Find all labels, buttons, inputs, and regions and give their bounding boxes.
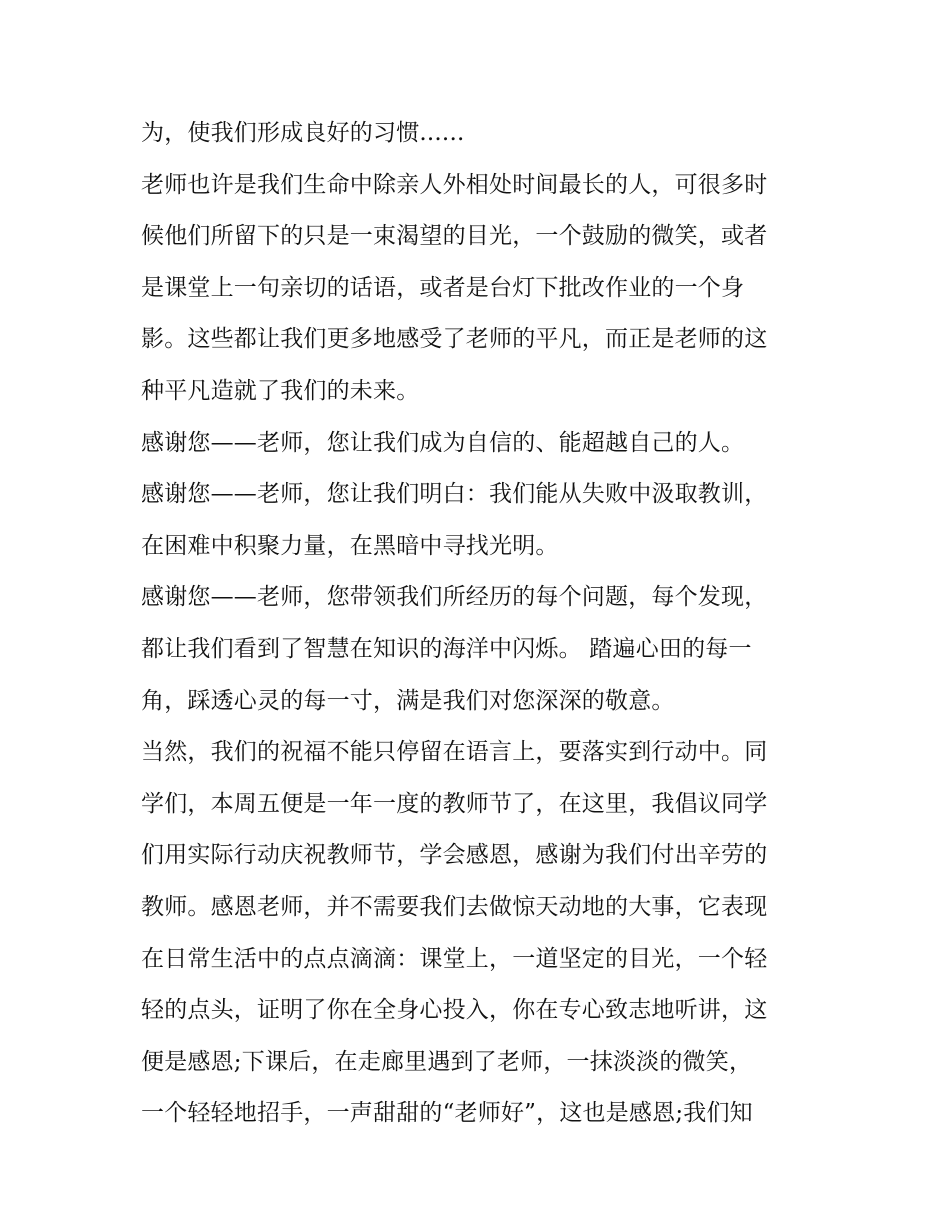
text-line: 感谢您——老师，您让我们成为自信的、能超越自己的人。 [141,429,745,456]
document-text-body [141,108,831,1140]
text-line: 学们，本周五便是一年一度的教师节了，在这里，我倡议同学 [141,790,768,817]
text-line: 在日常生活中的点点滴滴：课堂上，一道坚定的目光，一个轻 [141,945,768,972]
text-line: 们用实际行动庆祝教师节，学会感恩，感谢为我们付出辛劳的 [141,842,768,869]
text-line: 种平凡造就了我们的未来。 [141,377,420,404]
text-line: 都让我们看到了智慧在知识的海洋中闪烁。 踏遍心田的每一 [141,635,752,662]
text-line: 便是感恩;下课后，在走廊里遇到了老师，一抹淡淡的微笑， [141,1048,753,1075]
text-line: 当然，我们的祝福不能只停留在语言上，要落实到行动中。同 [141,739,768,766]
text-line: 为，使我们形成良好的习惯...... [141,120,465,146]
text-line: 候他们所留下的只是一束渴望的目光，一个鼓励的微笑，或者 [141,223,768,250]
text-line: 老师也许是我们生命中除亲人外相处时间最长的人，可很多时 [141,171,768,198]
text-line: 轻的点头，证明了你在全身心投入，你在专心致志地听讲，这 [141,997,768,1024]
text-line: 教师。感恩老师，并不需要我们去做惊天动地的大事，它表现 [141,893,768,920]
text-line: 在困难中积聚力量，在黑暗中寻找光明。 [141,532,559,559]
text-line: 是课堂上一句亲切的话语，或者是台灯下批改作业的一个身 [141,274,745,301]
text-line: 影。这些都让我们更多地感受了老师的平凡，而正是老师的这 [141,326,768,353]
text-line: 感谢您——老师，您带领我们所经历的每个问题，每个发现， [141,584,768,611]
text-line: 一个轻轻地招手，一声甜甜的“老师好”，这也是感恩;我们知 [141,1100,753,1127]
text-line: 感谢您——老师，您让我们明白：我们能从失败中汲取教训， [141,481,768,508]
text-line: 角，踩透心灵的每一寸，满是我们对您深深的敬意。 [141,687,675,714]
